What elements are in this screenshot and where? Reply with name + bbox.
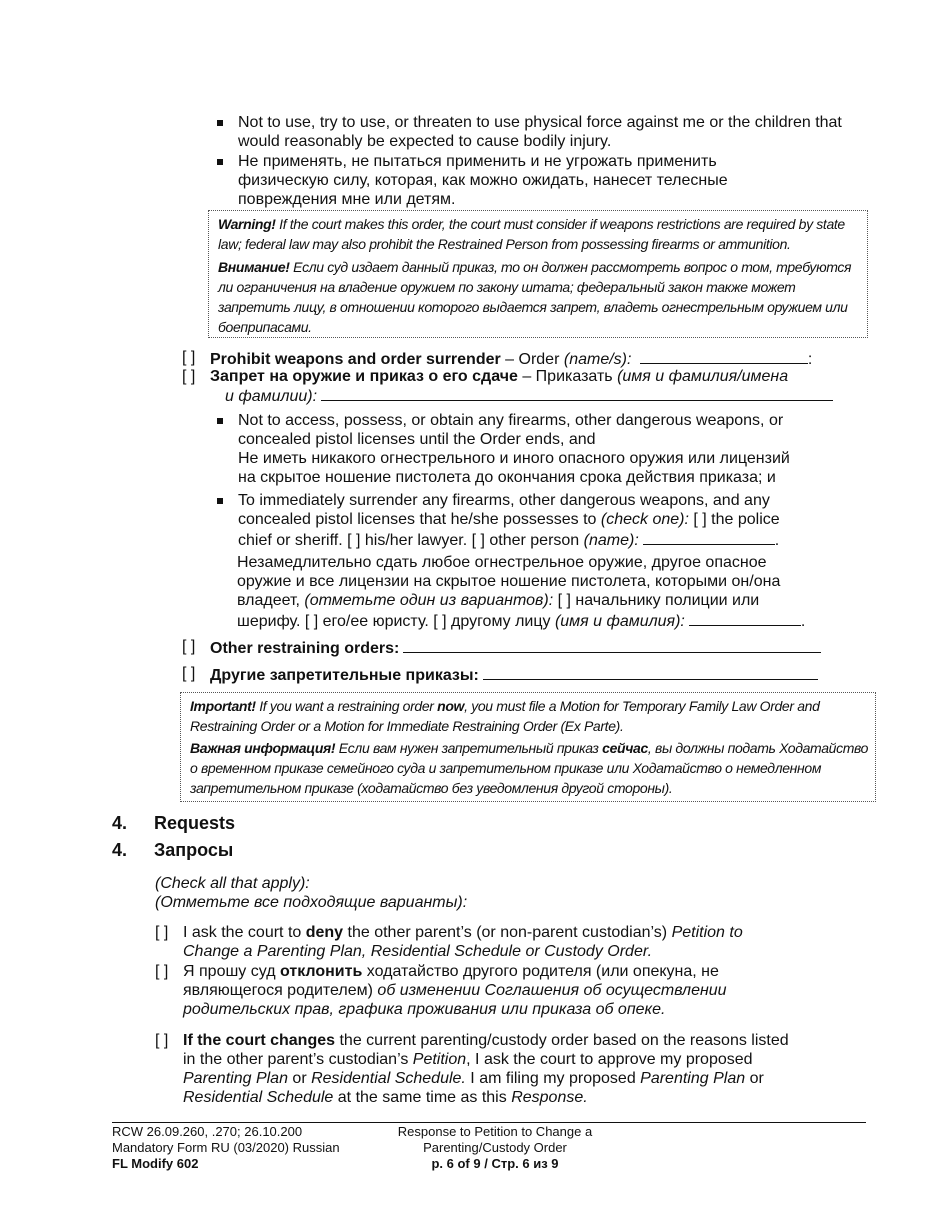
warning-box xyxy=(208,210,868,338)
text: or xyxy=(745,1070,764,1087)
other-orders-checkbox-ru[interactable]: [ ] xyxy=(182,665,196,682)
text: the other parent’s (or non-parent custodian’s) xyxy=(343,924,672,941)
footer-title-1: Response to Petition to Change a xyxy=(397,1124,593,1139)
weapons-bullet-1 xyxy=(238,411,858,487)
check-all-en-text: (Check all that apply): xyxy=(155,875,310,892)
text: at the same time as this xyxy=(333,1089,512,1106)
weapons-r2-line-2: оружие и все лицензии на скрытое ношение пистолета, которыми он/она xyxy=(237,573,781,590)
weapons-order-text: – Order xyxy=(500,351,564,368)
weapons-line-en xyxy=(210,348,840,369)
lawyer-other-options-ru[interactable]: шерифу. [ ] его/ее юристу. [ ] другому лицу xyxy=(237,613,555,630)
other-orders-checkbox-en[interactable]: [ ] xyxy=(182,638,196,655)
changes-line-3 xyxy=(183,1069,853,1088)
warning-label-en: Warning! xyxy=(218,216,276,232)
petition-word: Petition xyxy=(412,1051,467,1068)
parenting-plan: Parenting Plan xyxy=(640,1070,746,1087)
weapons-r2-line-3 xyxy=(237,591,857,610)
important-label-en: Important! xyxy=(190,698,256,714)
deny-word: deny xyxy=(305,924,344,941)
weapons-name-field[interactable] xyxy=(640,348,808,364)
footer-left xyxy=(112,1124,340,1172)
weapons-name-label-ru: (имя и фамилия/имена xyxy=(617,368,789,385)
weapons-colon: : xyxy=(807,351,813,368)
weapons-b2-line-2 xyxy=(238,510,858,529)
text: являющегося родителем) xyxy=(183,982,378,999)
important-en xyxy=(190,696,870,736)
warning-en xyxy=(218,214,864,254)
footer-rule xyxy=(112,1122,866,1123)
bullet-text-en: Not to use, try to use, or threaten to use physical force against me or the children that would reasonably be expected to cause bodily injury. xyxy=(238,114,842,150)
changes-line-1 xyxy=(183,1031,853,1050)
period: . xyxy=(774,532,780,549)
other-orders-line-en xyxy=(210,637,850,658)
petition-title-ru-3: родительских прав, графика проживания или приказа об опеке. xyxy=(183,1001,666,1018)
weapons-line-ru-2 xyxy=(225,386,845,406)
section-number-en: 4. xyxy=(112,813,128,833)
text: I am filing my proposed xyxy=(465,1070,641,1087)
important-now-ru: сейчас xyxy=(602,740,648,756)
check-all-en xyxy=(155,874,310,893)
text: владеет, xyxy=(237,592,305,609)
deny-checkbox-en[interactable]: [ ] xyxy=(155,924,169,941)
warning-ru xyxy=(218,257,864,337)
response-word: Response. xyxy=(511,1089,588,1106)
weapons-checkbox-en[interactable]: [ ] xyxy=(182,349,196,366)
section-title-en: Requests xyxy=(154,813,236,833)
footer-rcw: RCW 26.09.260, .270; 26.10.200 xyxy=(112,1124,303,1139)
footer-middle xyxy=(370,1124,620,1172)
changes-bold: If the court changes xyxy=(183,1032,336,1049)
weapons-checkbox-ru[interactable]: [ ] xyxy=(182,368,196,385)
warning-text-en: If the court makes this order, the court must consider if weapons restrictions are required by state law; federal law may also prohibit the Restrained Person from possessing firearms or ammunition. xyxy=(218,216,845,252)
warning-text-ru: Если суд издает данный приказ, то он должен рассмотреть вопрос о том, требуются ли ограничения на владение оружием по закону штата; федеральный закон также может запретить лицу, в отношении которого выдается запрет, владеть огнестрельным оружием или боеприпасами. xyxy=(218,259,852,335)
name-label-ru: (имя и фамилия): xyxy=(554,613,685,630)
footer-title-2: Parenting/Custody Order xyxy=(423,1140,567,1155)
residential-schedule: Residential Schedule xyxy=(183,1089,334,1106)
weapons-b1-ru-2: на скрытое ношение пистолета до окончания срока действия приказа; и xyxy=(238,469,776,486)
changes-line-4 xyxy=(183,1088,853,1107)
check-all-ru xyxy=(155,893,467,912)
bullet-marker xyxy=(217,120,223,126)
deny-word-ru: отклонить xyxy=(280,963,363,980)
text: I ask the court to xyxy=(183,924,306,941)
text: concealed pistol licenses that he/she possesses to xyxy=(238,511,601,528)
section-number-ru: 4. xyxy=(112,840,128,860)
deny-ru-line-1 xyxy=(183,962,843,981)
weapons-bullet-2 xyxy=(238,491,858,550)
weapons-title-ru: Запрет на оружие и приказ о его сдаче xyxy=(210,368,518,385)
important-text-en-1: If you want a restraining order xyxy=(255,698,438,714)
weapons-line-ru xyxy=(210,367,850,386)
footer-form: Mandatory Form RU (03/2020) Russian xyxy=(112,1140,340,1155)
deny-checkbox-ru[interactable]: [ ] xyxy=(155,963,169,980)
weapons-r2-line-1: Незамедлительно сдать любое огнестрельное оружие, другое опасное xyxy=(237,554,767,571)
police-option-ru[interactable]: [ ] начальнику полиции или xyxy=(553,592,760,609)
weapons-name-label-ru-2: и фамилии): xyxy=(225,388,318,405)
check-all-ru-text: (Отметьте все подходящие варианты): xyxy=(155,894,468,911)
weapons-title-en: Prohibit weapons and order surrender xyxy=(210,351,501,368)
weapons-r2-line-4 xyxy=(237,610,857,631)
important-text-ru-1: Если вам нужен запретительный приказ xyxy=(335,740,603,756)
important-now-en: now xyxy=(437,698,465,714)
text: , I ask the court to approve my proposed xyxy=(466,1051,753,1068)
important-text-en-2: , you must file a Motion for Temporary Family Law Order and Restraining Order or a Motion for Immediate Restraining Order (Ex Parte). xyxy=(190,698,820,734)
deny-en-line-2 xyxy=(183,942,843,961)
petition-title-ru: об изменении Соглашения об осуществлении xyxy=(377,982,727,999)
deny-ru-line-3 xyxy=(183,1000,843,1019)
weapons-name-field-ru[interactable] xyxy=(321,386,833,401)
police-option[interactable]: [ ] the police xyxy=(688,511,780,528)
important-label-ru: Важная информация! xyxy=(190,740,336,756)
residential-schedule: Residential Schedule. xyxy=(311,1070,466,1087)
weapons-b2-line-3 xyxy=(238,529,858,550)
other-orders-field-ru[interactable] xyxy=(483,664,818,680)
section-title-ru: Запросы xyxy=(154,840,234,860)
weapons-b1-en-2: concealed pistol licenses until the Order ends, and xyxy=(238,431,596,448)
deny-ru xyxy=(183,962,843,1019)
deny-en xyxy=(183,923,843,961)
weapons-b2-line-1: To immediately surrender any firearms, other dangerous weapons, and any xyxy=(238,492,770,509)
bullet-marker xyxy=(217,159,223,165)
lawyer-other-options[interactable]: chief or sheriff. [ ] his/her lawyer. [ ] other person xyxy=(238,532,584,549)
other-person-field-ru[interactable] xyxy=(689,610,801,626)
weapons-b1-en-1: Not to access, possess, or obtain any firearms, other dangerous weapons, or xyxy=(238,412,784,429)
other-person-field[interactable] xyxy=(643,529,775,545)
changes-checkbox[interactable]: [ ] xyxy=(155,1032,169,1049)
footer-page: p. 6 of 9 / Стр. 6 из 9 xyxy=(431,1156,559,1171)
text: ходатайство другого родителя (или опекуна, не xyxy=(362,963,719,980)
check-one-label-ru: (отметьте один из вариантов): xyxy=(304,592,554,609)
parenting-plan: Parenting Plan xyxy=(183,1070,288,1087)
name-label: (name): xyxy=(583,532,639,549)
important-text-ru-2: , вы должны подать Ходатайство о временном приказе семейного суда и запретительном приказе или Ходатайство о немедленном запретительном приказе (ходатайство без уведомления другой стороны). xyxy=(190,740,869,796)
other-orders-label-en: Other restraining orders: xyxy=(210,640,400,657)
petition-title: Petition to xyxy=(671,924,743,941)
weapons-name-label: (name/s): xyxy=(563,351,632,368)
text: the current parenting/custody order based on the reasons listed xyxy=(335,1032,789,1049)
footer-form-id: FL Modify 602 xyxy=(112,1156,199,1171)
other-orders-line-ru xyxy=(210,664,850,685)
warning-label-ru: Внимание! xyxy=(218,259,290,275)
text: Я прошу суд xyxy=(183,963,280,980)
bullet-marker xyxy=(217,498,223,504)
important-box xyxy=(180,692,876,802)
changes-text xyxy=(183,1031,853,1107)
text: or xyxy=(287,1070,312,1087)
text: in the other parent’s custodian’s xyxy=(183,1051,413,1068)
petition-title-2: Change a Parenting Plan, Residential Schedule or Custody Order. xyxy=(183,943,653,960)
important-ru xyxy=(190,738,870,798)
changes-line-2 xyxy=(183,1050,853,1069)
period: . xyxy=(800,613,806,630)
weapons-bullet-2-ru xyxy=(237,553,857,631)
weapons-b1-ru-1: Не иметь никакого огнестрельного и иного опасного оружия или лицензий xyxy=(238,450,790,467)
other-orders-field-en[interactable] xyxy=(403,637,821,653)
deny-ru-line-2 xyxy=(183,981,843,1000)
bullet-text-ru: Не применять, не пытаться применить и не угрожать применить физическую силу, которая, как можно ожидать, нанесет телесные повреждения мне или детям. xyxy=(238,153,728,208)
weapons-order-text-ru: – Приказать xyxy=(517,368,618,385)
deny-en-line-1 xyxy=(183,923,843,942)
bullet-marker xyxy=(217,418,223,424)
other-orders-label-ru: Другие запретительные приказы: xyxy=(210,667,479,684)
check-one-label: (check one): xyxy=(600,511,689,528)
